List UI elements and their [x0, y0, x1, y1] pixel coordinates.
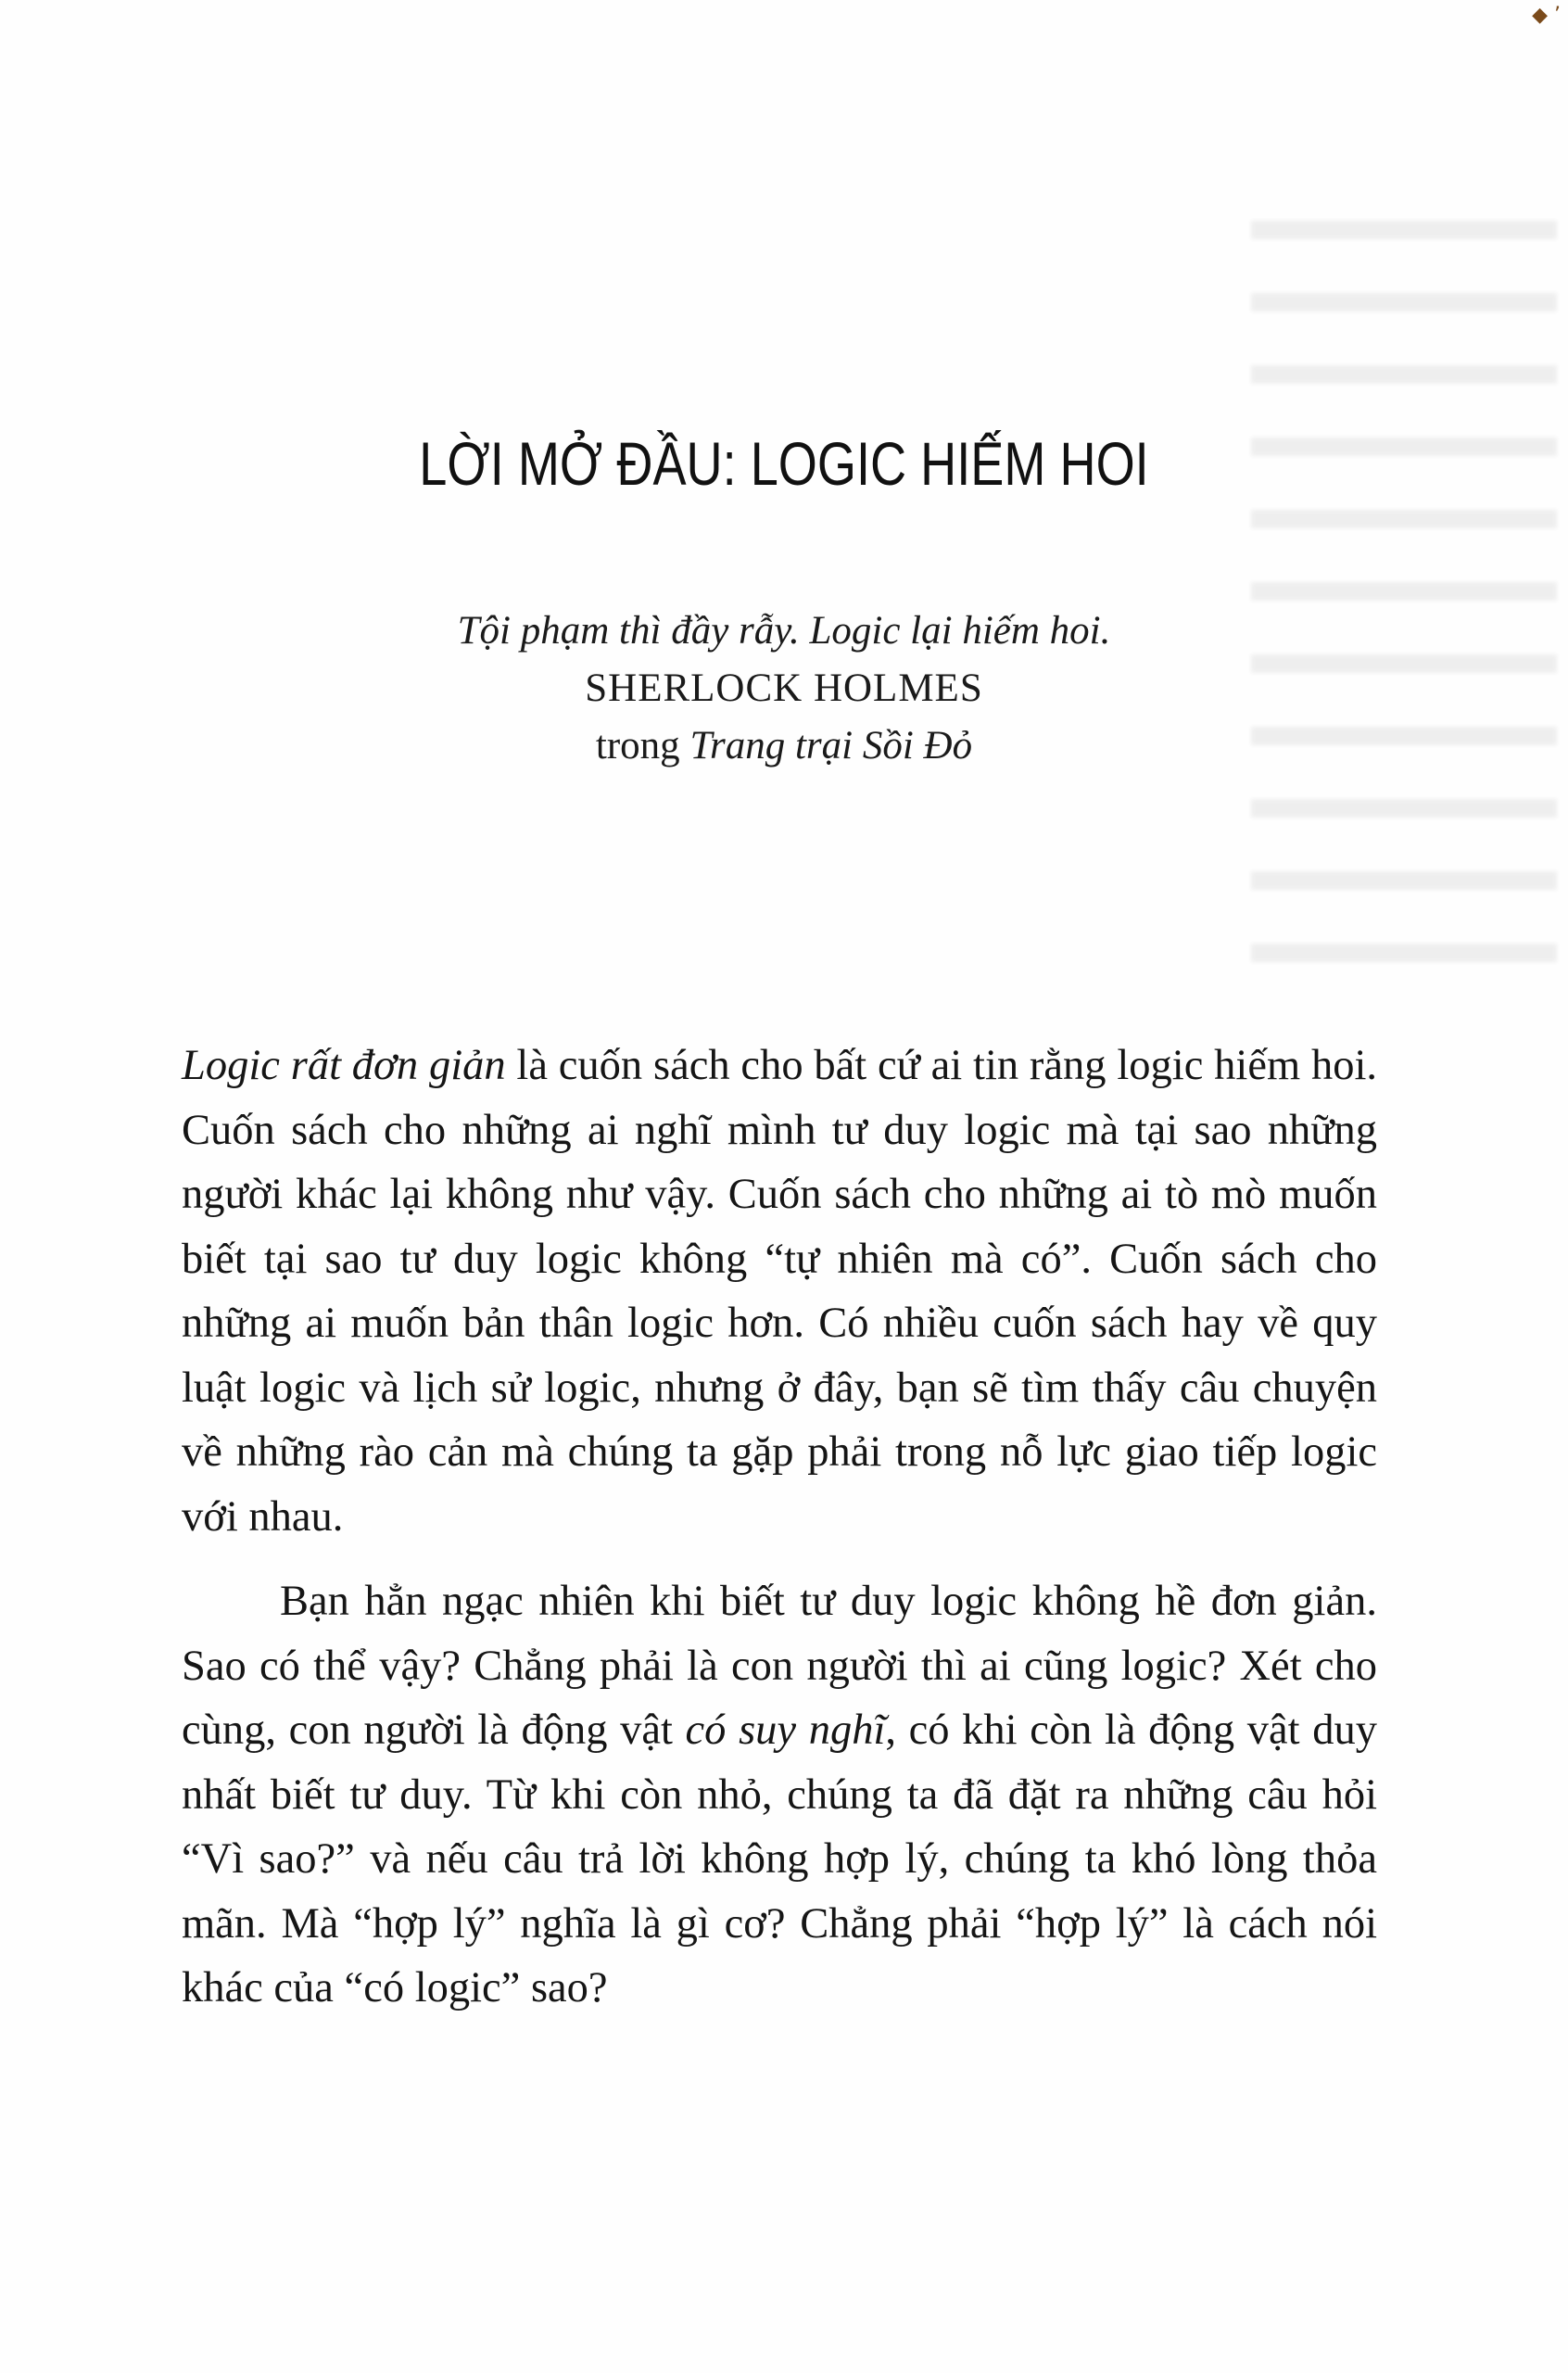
epigraph-source-title: Trang trại Sồi Đỏ: [689, 724, 973, 768]
paragraph-1-text: là cuốn sách cho bất cứ ai tin rằng logic hiếm hoi. Cuốn sách cho những ai nghĩ mình tư duy logic mà tại sao những người khác lại không như vậy. Cuốn sách cho những ai tò mò muốn biết tại sao tư duy logic không “tự nhiên mà có”. Cuốn sách cho những ai muốn bản thân logic hơn. Có nhiều cuốn sách hay về quy luật logic và lịch sử logic, nhưng ở đây, bạn sẽ tìm thấy câu chuyện về những rào cản mà chúng ta gặp phải trong nỗ lực giao tiếp logic với nhau.: [182, 1042, 1377, 1541]
epigraph-source-prefix: trong: [595, 724, 680, 768]
epigraph-author: SHERLOCK HOLMES: [585, 666, 983, 710]
paragraph-2-text-before: Bạn hẳn ngạc nhiên khi biết tư duy logic không hề đơn giản. Sao có thể vậy? Chẳng phải là con người thì ai cũng logic? Xét cho cùng, con người là động vật: [182, 1578, 1377, 1754]
epigraph-quote: Tội phạm thì đầy rẫy. Logic lại hiếm hoi.: [457, 609, 1111, 653]
corner-mark: ◆ ’: [1532, 4, 1561, 27]
epigraph-source: [0, 717, 1568, 775]
paragraph-2-text-after: , có khi còn là động vật duy nhất biết tư duy. Từ khi còn nhỏ, chúng ta đã đặt ra những câu hỏi “Vì sao?” và nếu câu trả lời không hợp lý, chúng ta khó lòng thỏa mãn. Mà “hợp lý” nghĩa là gì cơ? Chẳng phải “hợp lý” là cách nói khác của “có logic” sao?: [182, 1707, 1377, 2011]
book-title-italic: Logic rất đơn giản: [182, 1042, 506, 1089]
body-text: [182, 1034, 1377, 2021]
chapter-title: LỜI MỞ ĐẦU: LOGIC HIẾM HOI: [419, 429, 1149, 498]
paragraph-1: [182, 1034, 1377, 1549]
paragraph-2: [182, 1569, 1377, 2021]
epigraph: [0, 603, 1568, 775]
reverse-page-show-through: [1251, 167, 1557, 1001]
paragraph-2-emphasis: có suy nghĩ: [685, 1707, 886, 1754]
